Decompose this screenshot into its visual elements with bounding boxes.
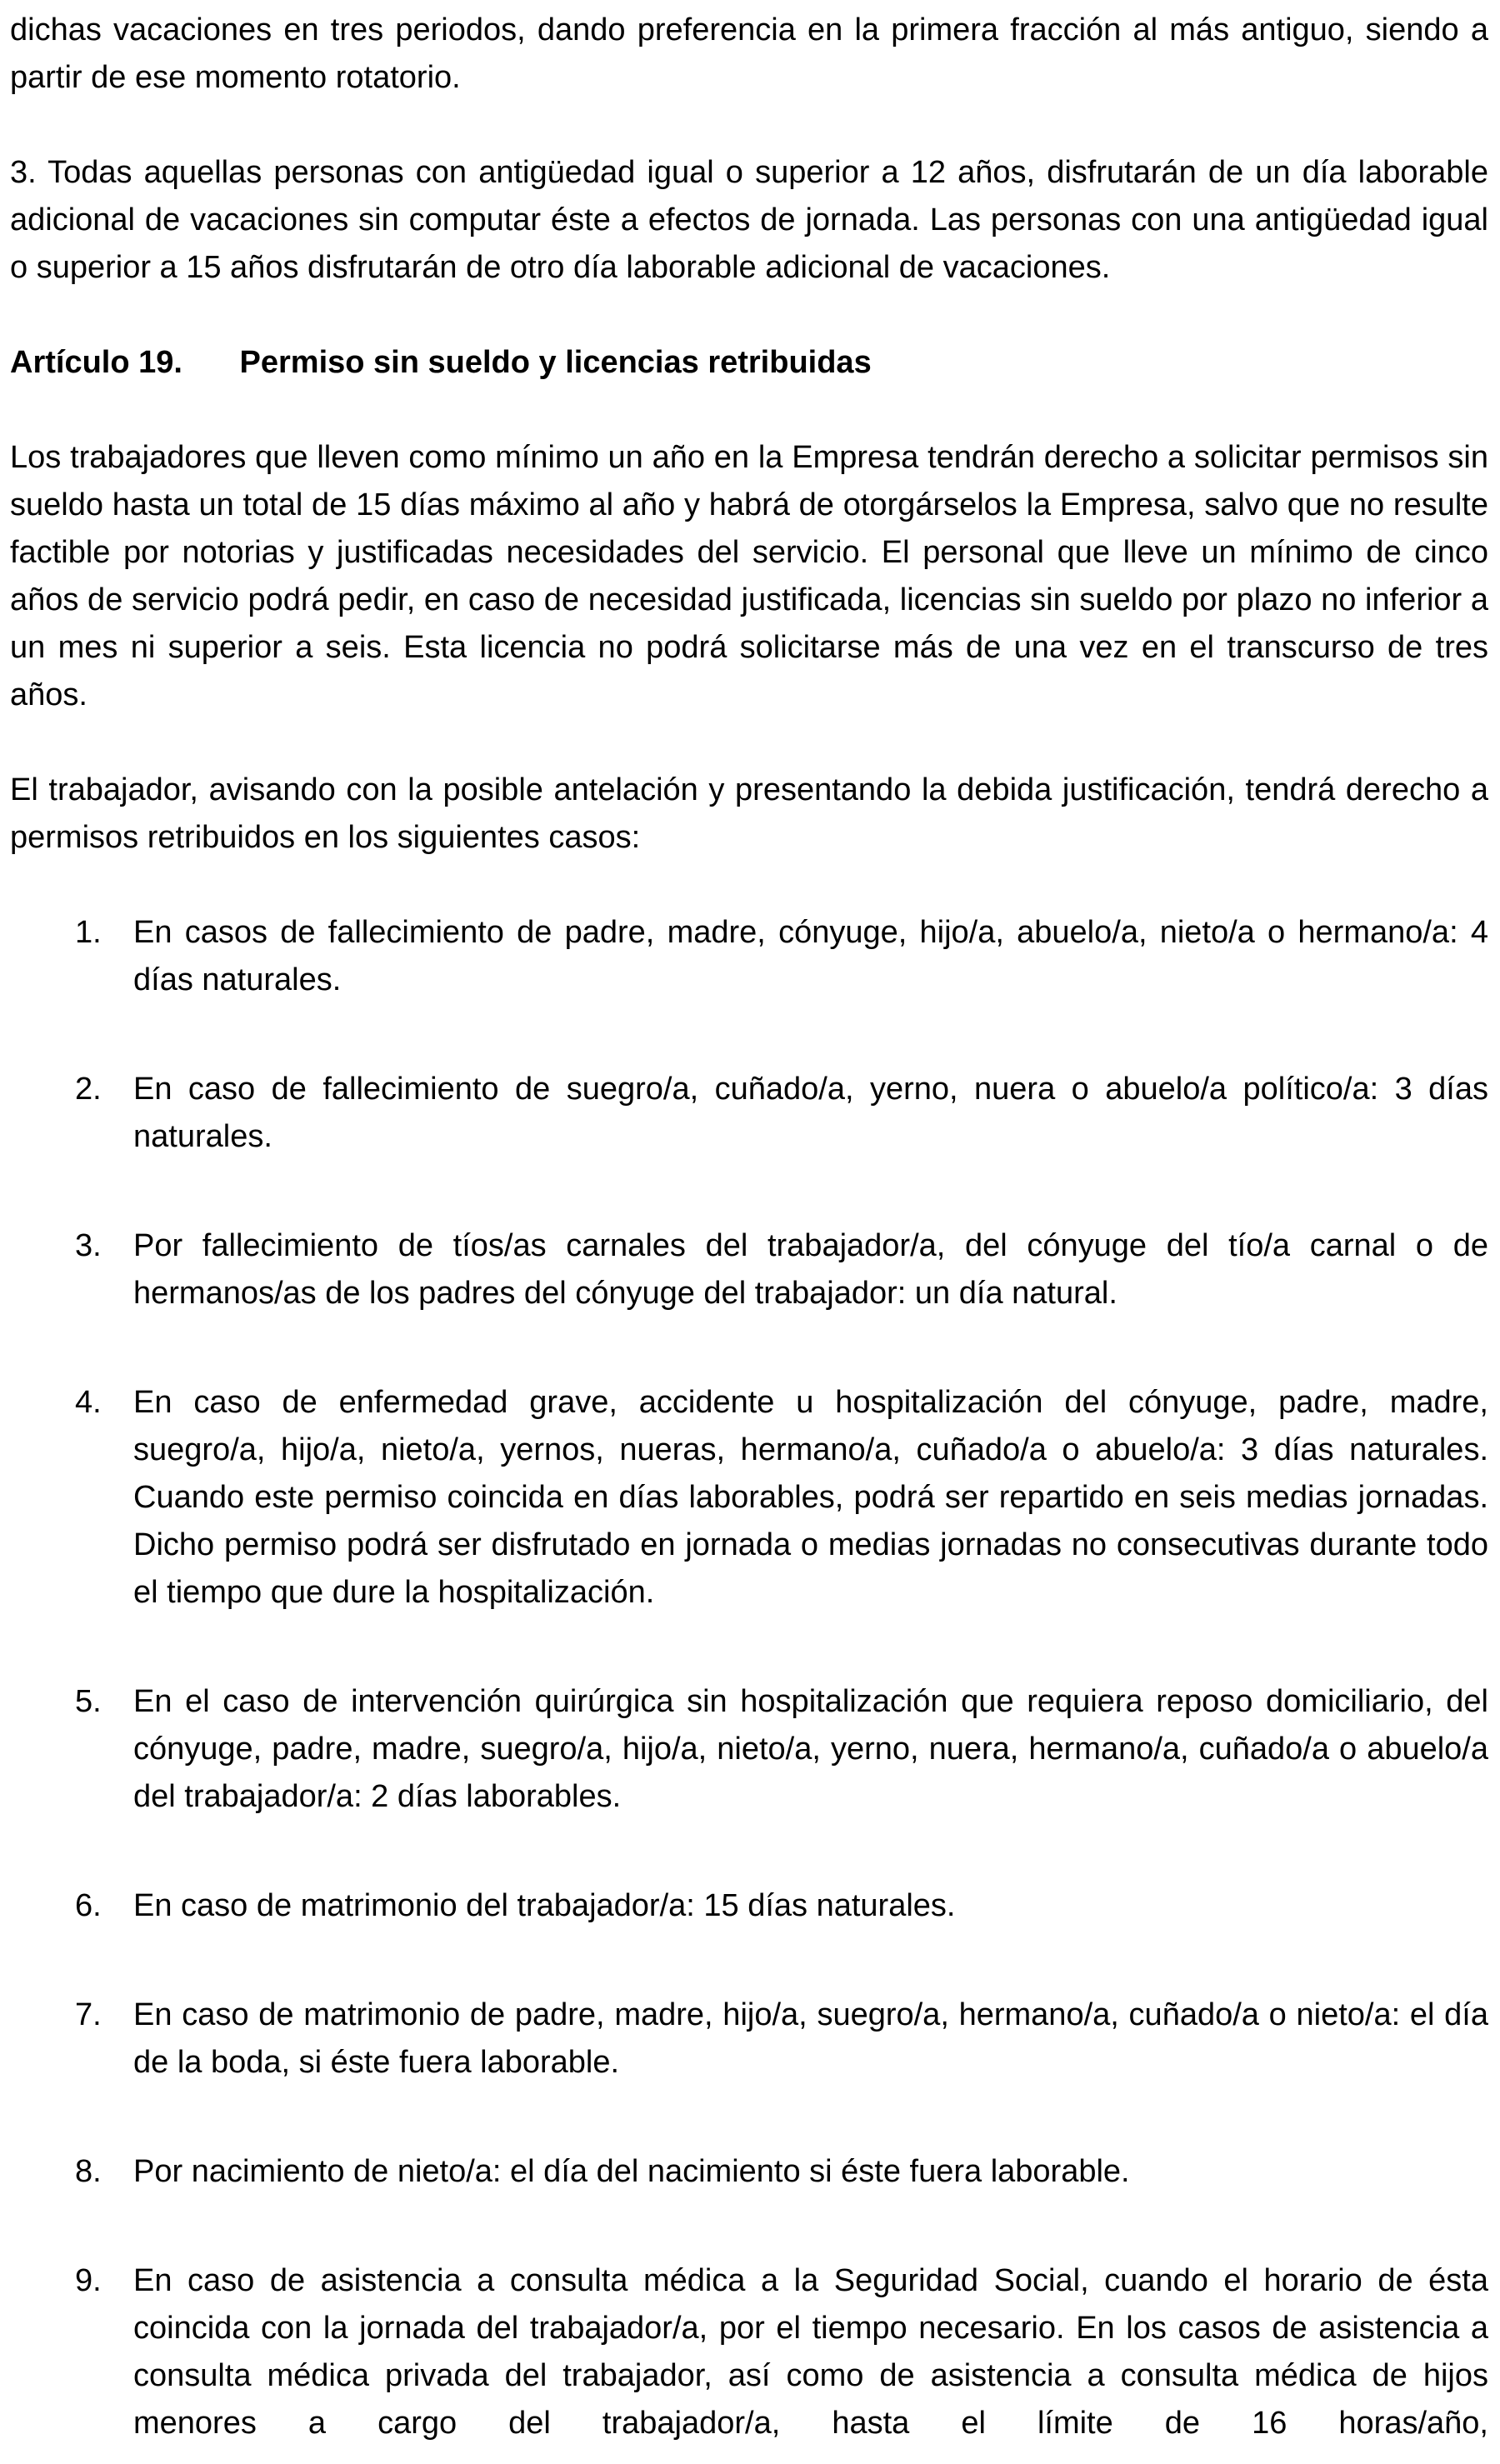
- list-item-number: 3.: [75, 1228, 102, 1263]
- list-item-number: 7.: [75, 1997, 102, 2032]
- list-item-number: 4.: [75, 1385, 102, 1420]
- list-item: [10, 1678, 1488, 1821]
- list-item-text: En casos de fallecimiento de padre, madre, cónyuge, hijo/a, abuelo/a, nieto/a o hermano/a: 4 días naturales.: [133, 915, 1488, 997]
- list-item-text: Por nacimiento de nieto/a: el día del nacimiento si éste fuera laborable.: [133, 2154, 1130, 2189]
- list-item: [10, 1066, 1488, 1161]
- list-item: [10, 2148, 1488, 2196]
- article-number: Artículo 19.: [10, 345, 182, 380]
- list-item-number: 9.: [75, 2263, 102, 2298]
- list-item: [10, 1379, 1488, 1617]
- list-item: [10, 1882, 1488, 1930]
- permit-list: [10, 909, 1488, 2447]
- list-item-number: 2.: [75, 1072, 102, 1107]
- list-item-text: En el caso de intervención quirúrgica sin hospitalización que requiera reposo domiciliario, del cónyuge, padre, madre, suegro/a, hijo/a, nieto/a, yerno, nuera, hermano/a, cuñado/a o abuelo/a del trabajador/a: 2 días laborables.: [133, 1684, 1488, 1814]
- list-item-number: 5.: [75, 1684, 102, 1719]
- article-heading: [10, 339, 1488, 387]
- paragraph-permisos-intro: Los trabajadores que lleven como mínimo un año en la Empresa tendrán derecho a solicitar permisos sin sueldo hasta un total de 15 días máximo al año y habrá de otorgárselos la Empresa, salvo que no resulte factible por notorias y justificadas necesidades del servicio. El personal que lleve un mínimo de cinco años de servicio podrá pedir, en caso de necesidad justificada, licencias sin sueldo por plazo no inferior a un mes ni superior a seis. Esta licencia no podrá solicitarse más de una vez en el transcurso de tres años.: [10, 440, 1488, 712]
- list-item-text: En caso de asistencia a consulta médica a la Seguridad Social, cuando el horario de ésta coincida con la jornada del trabajador/a, por el tiempo necesario. En los casos de asistencia a consulta médica privada del trabajador, así como de asistencia a consulta médica de hijos menores a cargo del trabajador/a, hasta el límite de 16 horas/año,: [133, 2263, 1488, 2441]
- list-item-text: En caso de matrimonio de padre, madre, hijo/a, suegro/a, hermano/a, cuñado/a o nieto/a: el día de la boda, si éste fuera laborable.: [133, 1997, 1488, 2080]
- paragraph-vacaciones-continuation: dichas vacaciones en tres periodos, dando preferencia en la primera fracción al más antiguo, siendo a partir de ese momento rotatorio.: [10, 12, 1488, 95]
- article-title: Permiso sin sueldo y licencias retribuidas: [239, 345, 872, 380]
- list-item-text: Por fallecimiento de tíos/as carnales del trabajador/a, del cónyuge del tío/a carnal o de hermanos/as de los padres del cónyuge del trabajador: un día natural.: [133, 1228, 1488, 1311]
- list-item-number: 8.: [75, 2154, 102, 2189]
- list-item-text: En caso de enfermedad grave, accidente u hospitalización del cónyuge, padre, madre, suegro/a, hijo/a, nieto/a, yernos, nueras, hermano/a, cuñado/a o abuelo/a: 3 días naturales. Cuando este permiso coincida en días laborables, podrá ser repartido en seis medias jornadas. Dicho permiso podrá ser disfrutado en jornada o medias jornadas no consecutivas durante todo el tiempo que dure la hospitalización.: [133, 1385, 1488, 1610]
- list-item: [10, 909, 1488, 1004]
- list-item-number: 1.: [75, 915, 102, 950]
- list-item-text: En caso de fallecimiento de suegro/a, cuñado/a, yerno, nuera o abuelo/a político/a: 3 días naturales.: [133, 1072, 1488, 1154]
- list-item: [10, 2257, 1488, 2447]
- list-item-text: En caso de matrimonio del trabajador/a: 15 días naturales.: [133, 1888, 956, 1923]
- paragraph-point-3: 3. Todas aquellas personas con antigüedad igual o superior a 12 años, disfrutarán de un día laborable adicional de vacaciones sin computar éste a efectos de jornada. Las personas con una antigüedad igual o superior a 15 años disfrutarán de otro día laborable adicional de vacaciones.: [10, 155, 1488, 285]
- list-item: [10, 1222, 1488, 1317]
- list-item: [10, 1992, 1488, 2087]
- list-item-number: 6.: [75, 1888, 102, 1923]
- paragraph-casos-intro: El trabajador, avisando con la posible antelación y presentando la debida justificación, tendrá derecho a permisos retribuidos en los siguientes casos:: [10, 772, 1488, 855]
